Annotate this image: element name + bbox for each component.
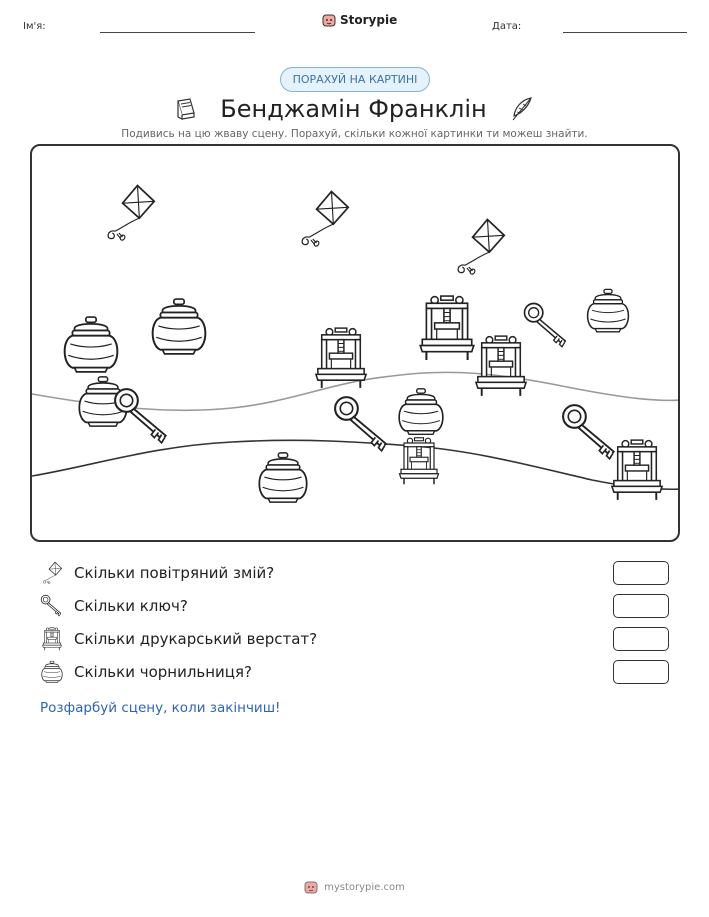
answer-box-key[interactable] bbox=[613, 594, 669, 618]
question-text: Скільки друкарський верстат? bbox=[74, 630, 318, 648]
page-title: Бенджамін Франклін bbox=[220, 95, 487, 123]
brand-name: Storypie bbox=[340, 13, 398, 27]
footer-url[interactable]: mystorypie.com bbox=[324, 881, 405, 893]
answer-box-kite[interactable] bbox=[613, 561, 669, 585]
quill-icon bbox=[509, 96, 535, 122]
kite-icon bbox=[40, 561, 64, 585]
storypie-logo-icon bbox=[322, 13, 336, 27]
answer-box-printing-press[interactable] bbox=[613, 627, 669, 651]
inkwell-icon bbox=[399, 389, 443, 434]
inkwell-icon bbox=[153, 299, 206, 354]
printing-press-icon bbox=[612, 440, 662, 500]
printing-press-icon bbox=[420, 296, 474, 360]
key-icon bbox=[525, 304, 566, 347]
kite-icon bbox=[458, 219, 504, 274]
question-inkwell bbox=[40, 660, 670, 684]
counting-scene bbox=[30, 144, 680, 542]
scene-illustration bbox=[32, 146, 680, 542]
storypie-logo-icon bbox=[304, 880, 318, 894]
question-kite bbox=[40, 561, 670, 585]
printing-press-icon bbox=[476, 336, 526, 396]
brand bbox=[322, 13, 397, 27]
date-input-line[interactable] bbox=[563, 32, 687, 33]
question-key bbox=[40, 594, 670, 618]
hill-line-front bbox=[32, 440, 680, 489]
book-icon bbox=[174, 97, 198, 121]
name-label: Ім'я: bbox=[23, 21, 46, 32]
inkwell-icon bbox=[65, 317, 118, 372]
question-printing-press bbox=[40, 627, 670, 651]
answer-box-inkwell[interactable] bbox=[613, 660, 669, 684]
key-icon bbox=[563, 405, 614, 459]
footer bbox=[0, 880, 709, 894]
printing-press-icon bbox=[40, 627, 64, 651]
inkwell-icon bbox=[40, 660, 64, 684]
key-icon bbox=[40, 594, 64, 618]
printing-press-icon bbox=[316, 328, 366, 388]
title-row bbox=[0, 92, 709, 126]
name-input-line[interactable] bbox=[100, 32, 255, 33]
date-label: Дата: bbox=[492, 21, 522, 32]
printing-press-icon bbox=[400, 438, 439, 485]
question-text: Скільки ключ? bbox=[74, 597, 188, 615]
activity-badge: ПОРАХУЙ НА КАРТИНІ bbox=[280, 67, 430, 92]
inkwell-icon bbox=[588, 289, 629, 331]
question-text: Скільки чорнильниця? bbox=[74, 663, 253, 681]
kite-icon bbox=[302, 191, 348, 246]
inkwell-icon bbox=[259, 453, 306, 502]
kite-icon bbox=[108, 185, 154, 240]
question-text: Скільки повітряний змій? bbox=[74, 564, 275, 582]
instructions: Подивись на цю жваву сцену. Порахуй, скільки кожної картинки ти можеш знайти. bbox=[121, 128, 588, 140]
coloring-note: Розфарбуй сцену, коли закінчиш! bbox=[40, 700, 281, 716]
worksheet-header bbox=[0, 0, 709, 50]
